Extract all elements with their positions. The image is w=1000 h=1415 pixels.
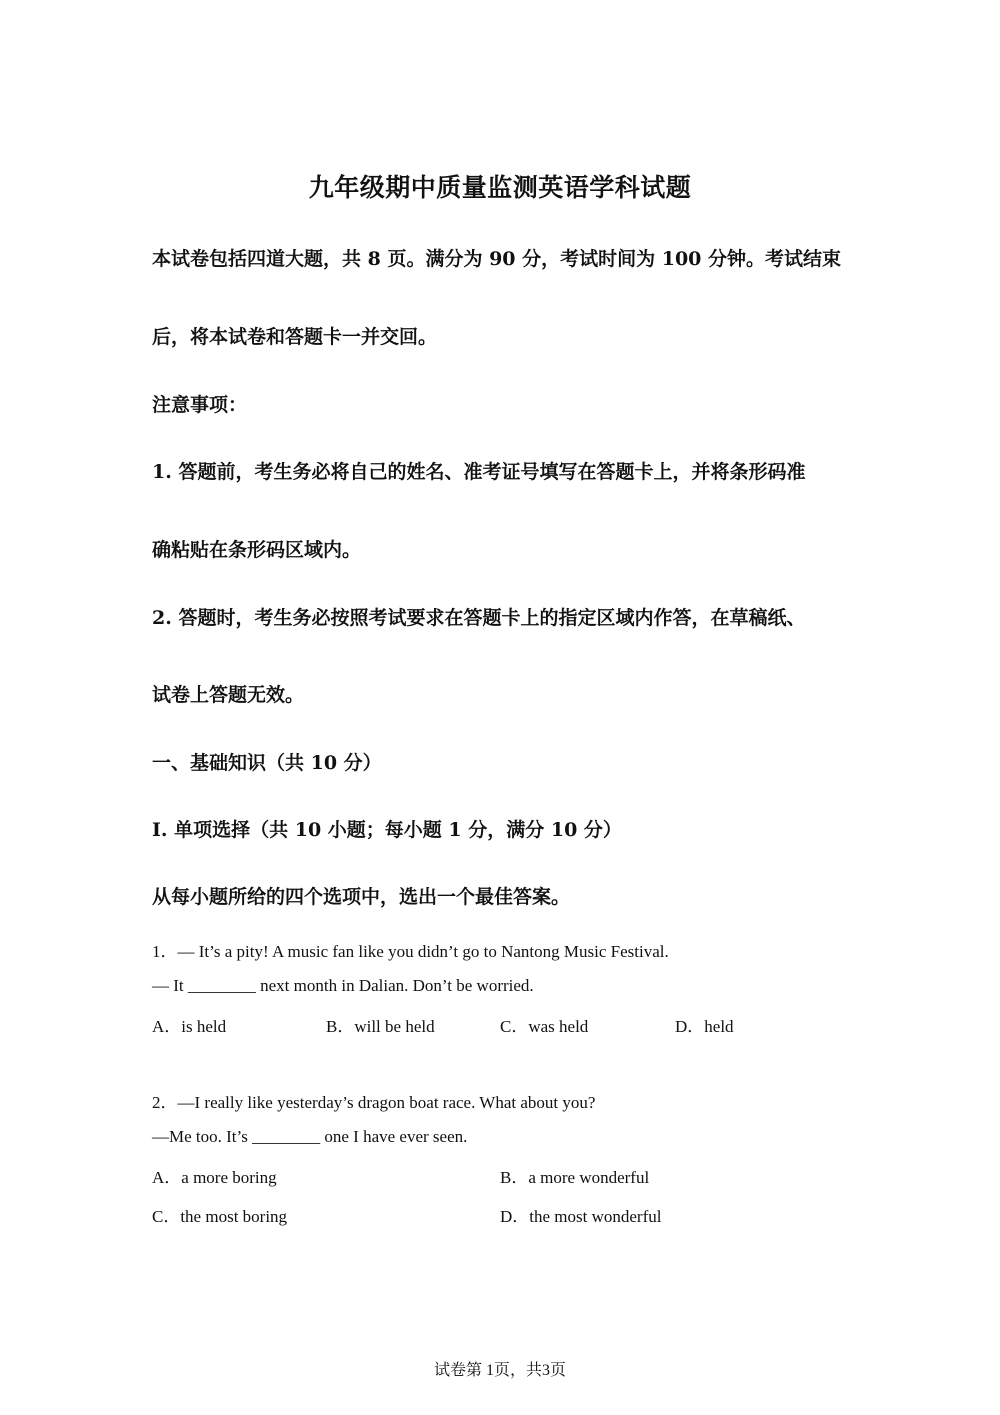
question-2-stem: 2．—I really like yesterday’s dragon boat race. What about you? [152,1093,596,1112]
section-heading: 一、基础知识（共 10 分） [152,752,382,774]
question-1-stem: 1．— It’s a pity! A music fan like you didn’t go to Nantong Music Festival. [152,942,669,961]
page-title: 九年级期中质量监测英语学科试题 [308,173,692,202]
question-2-reply: —Me too. It’s ________ one I have ever seen. [152,1127,468,1146]
question-1-option-c: C．was held [500,1017,589,1036]
question-1-option-b: B．will be held [326,1017,435,1036]
question-2-option-c: C．the most boring [152,1207,288,1226]
part-heading: I. 单项选择（共 10 小题；每小题 1 分，满分 10 分） [152,819,622,841]
notice-item-1-line-1: 1. 答题前，考生务必将自己的姓名、准考证号填写在答题卡上，并将条形码准 [152,461,806,483]
notice-heading: 注意事项： [152,394,248,416]
notice-item-1-line-2: 确粘贴在条形码区域内。 [152,539,362,561]
intro-line-1: 本试卷包括四道大题，共 8 页。满分为 90 分，考试时间为 100 分钟。考试结束 [152,248,842,270]
question-2-option-d: D．the most wonderful [500,1207,662,1226]
notice-item-2-line-2: 试卷上答题无效。 [152,684,305,706]
question-2-option-a: A．a more boring [152,1168,277,1187]
question-2-option-b: B．a more wonderful [500,1168,650,1187]
question-1-reply: — It ________ next month in Dalian. Don’t be worried. [152,976,534,995]
intro-line-2: 后，将本试卷和答题卡一并交回。 [152,326,438,348]
question-1-option-d: D．held [675,1017,734,1036]
question-1-option-a: A．is held [152,1017,227,1036]
section-instruction: 从每小题所给的四个选项中，选出一个最佳答案。 [152,886,571,908]
page-footer: 试卷第 1页，共3页 [433,1362,566,1379]
notice-item-2-line-1: 2. 答题时，考生务必按照考试要求在答题卡上的指定区域内作答，在草稿纸、 [152,607,806,629]
